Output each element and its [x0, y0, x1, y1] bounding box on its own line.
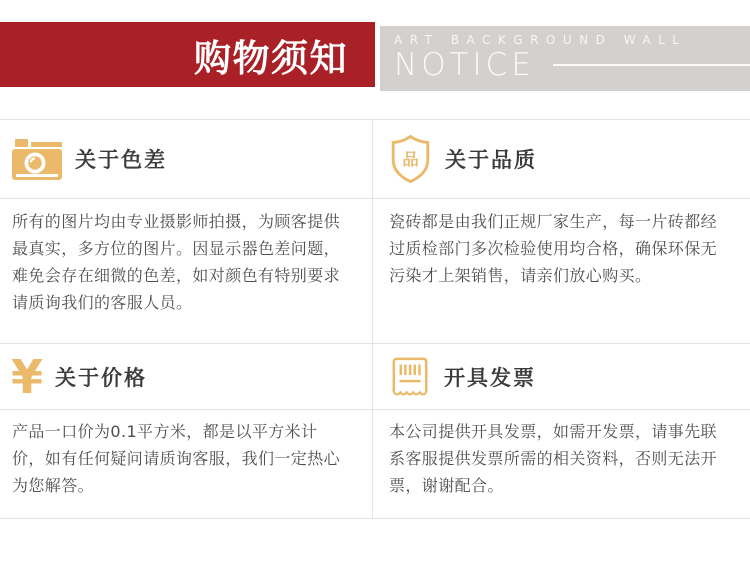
yuan-price-icon: ¥ [11, 349, 44, 404]
camera-icon [12, 139, 62, 180]
quality-shield-icon [389, 134, 432, 184]
shield-character: 品 [402, 149, 419, 169]
section-body-invoice: 本公司提供开具发票，如需开发票，请事先联系客服提供发票所需的相关资料，否则无法开票，谢谢配合。 [373, 410, 750, 519]
section-header-price [0, 344, 373, 410]
page-title: 购物须知 [194, 36, 348, 80]
section-header-color-difference [0, 120, 373, 199]
section-title: 关于品质 [445, 148, 537, 172]
section-title: 关于价格 [55, 365, 147, 390]
section-body-price: 产品一口价为0.1平方米，都是以平方米计价，如有任何疑问请质询客服，我们一定热心为您解答。 [0, 410, 373, 519]
section-header-quality [373, 120, 750, 199]
decorative-line [553, 64, 750, 66]
section-body-color-difference: 所有的图片均由专业摄影师拍摄，为顾客提供最真实，多方位的图片。因显示器色差问题，难免会存在细微的色差，如对颜色有特别要求请质询我们的客服人员。 [0, 199, 373, 344]
section-header-invoice [373, 344, 750, 410]
invoice-receipt-icon [389, 356, 431, 398]
section-body-quality: 瓷砖都是由我们正规厂家生产，每一片砖都经过质检部门多次检验使用均合格，确保环保无污染才上架销售，请亲们放心购买。 [373, 199, 750, 344]
banner-subtitle-main: NOTICE [394, 47, 535, 83]
banner-subtitle-row [394, 48, 750, 82]
section-title: 关于色差 [75, 148, 167, 172]
banner-subtitle-block [380, 26, 750, 91]
banner-title-block [0, 22, 375, 87]
banner-subtitle-top: ART BACKGROUND WALL [394, 33, 687, 47]
section-title: 开具发票 [444, 365, 536, 390]
notice-grid [0, 119, 750, 519]
